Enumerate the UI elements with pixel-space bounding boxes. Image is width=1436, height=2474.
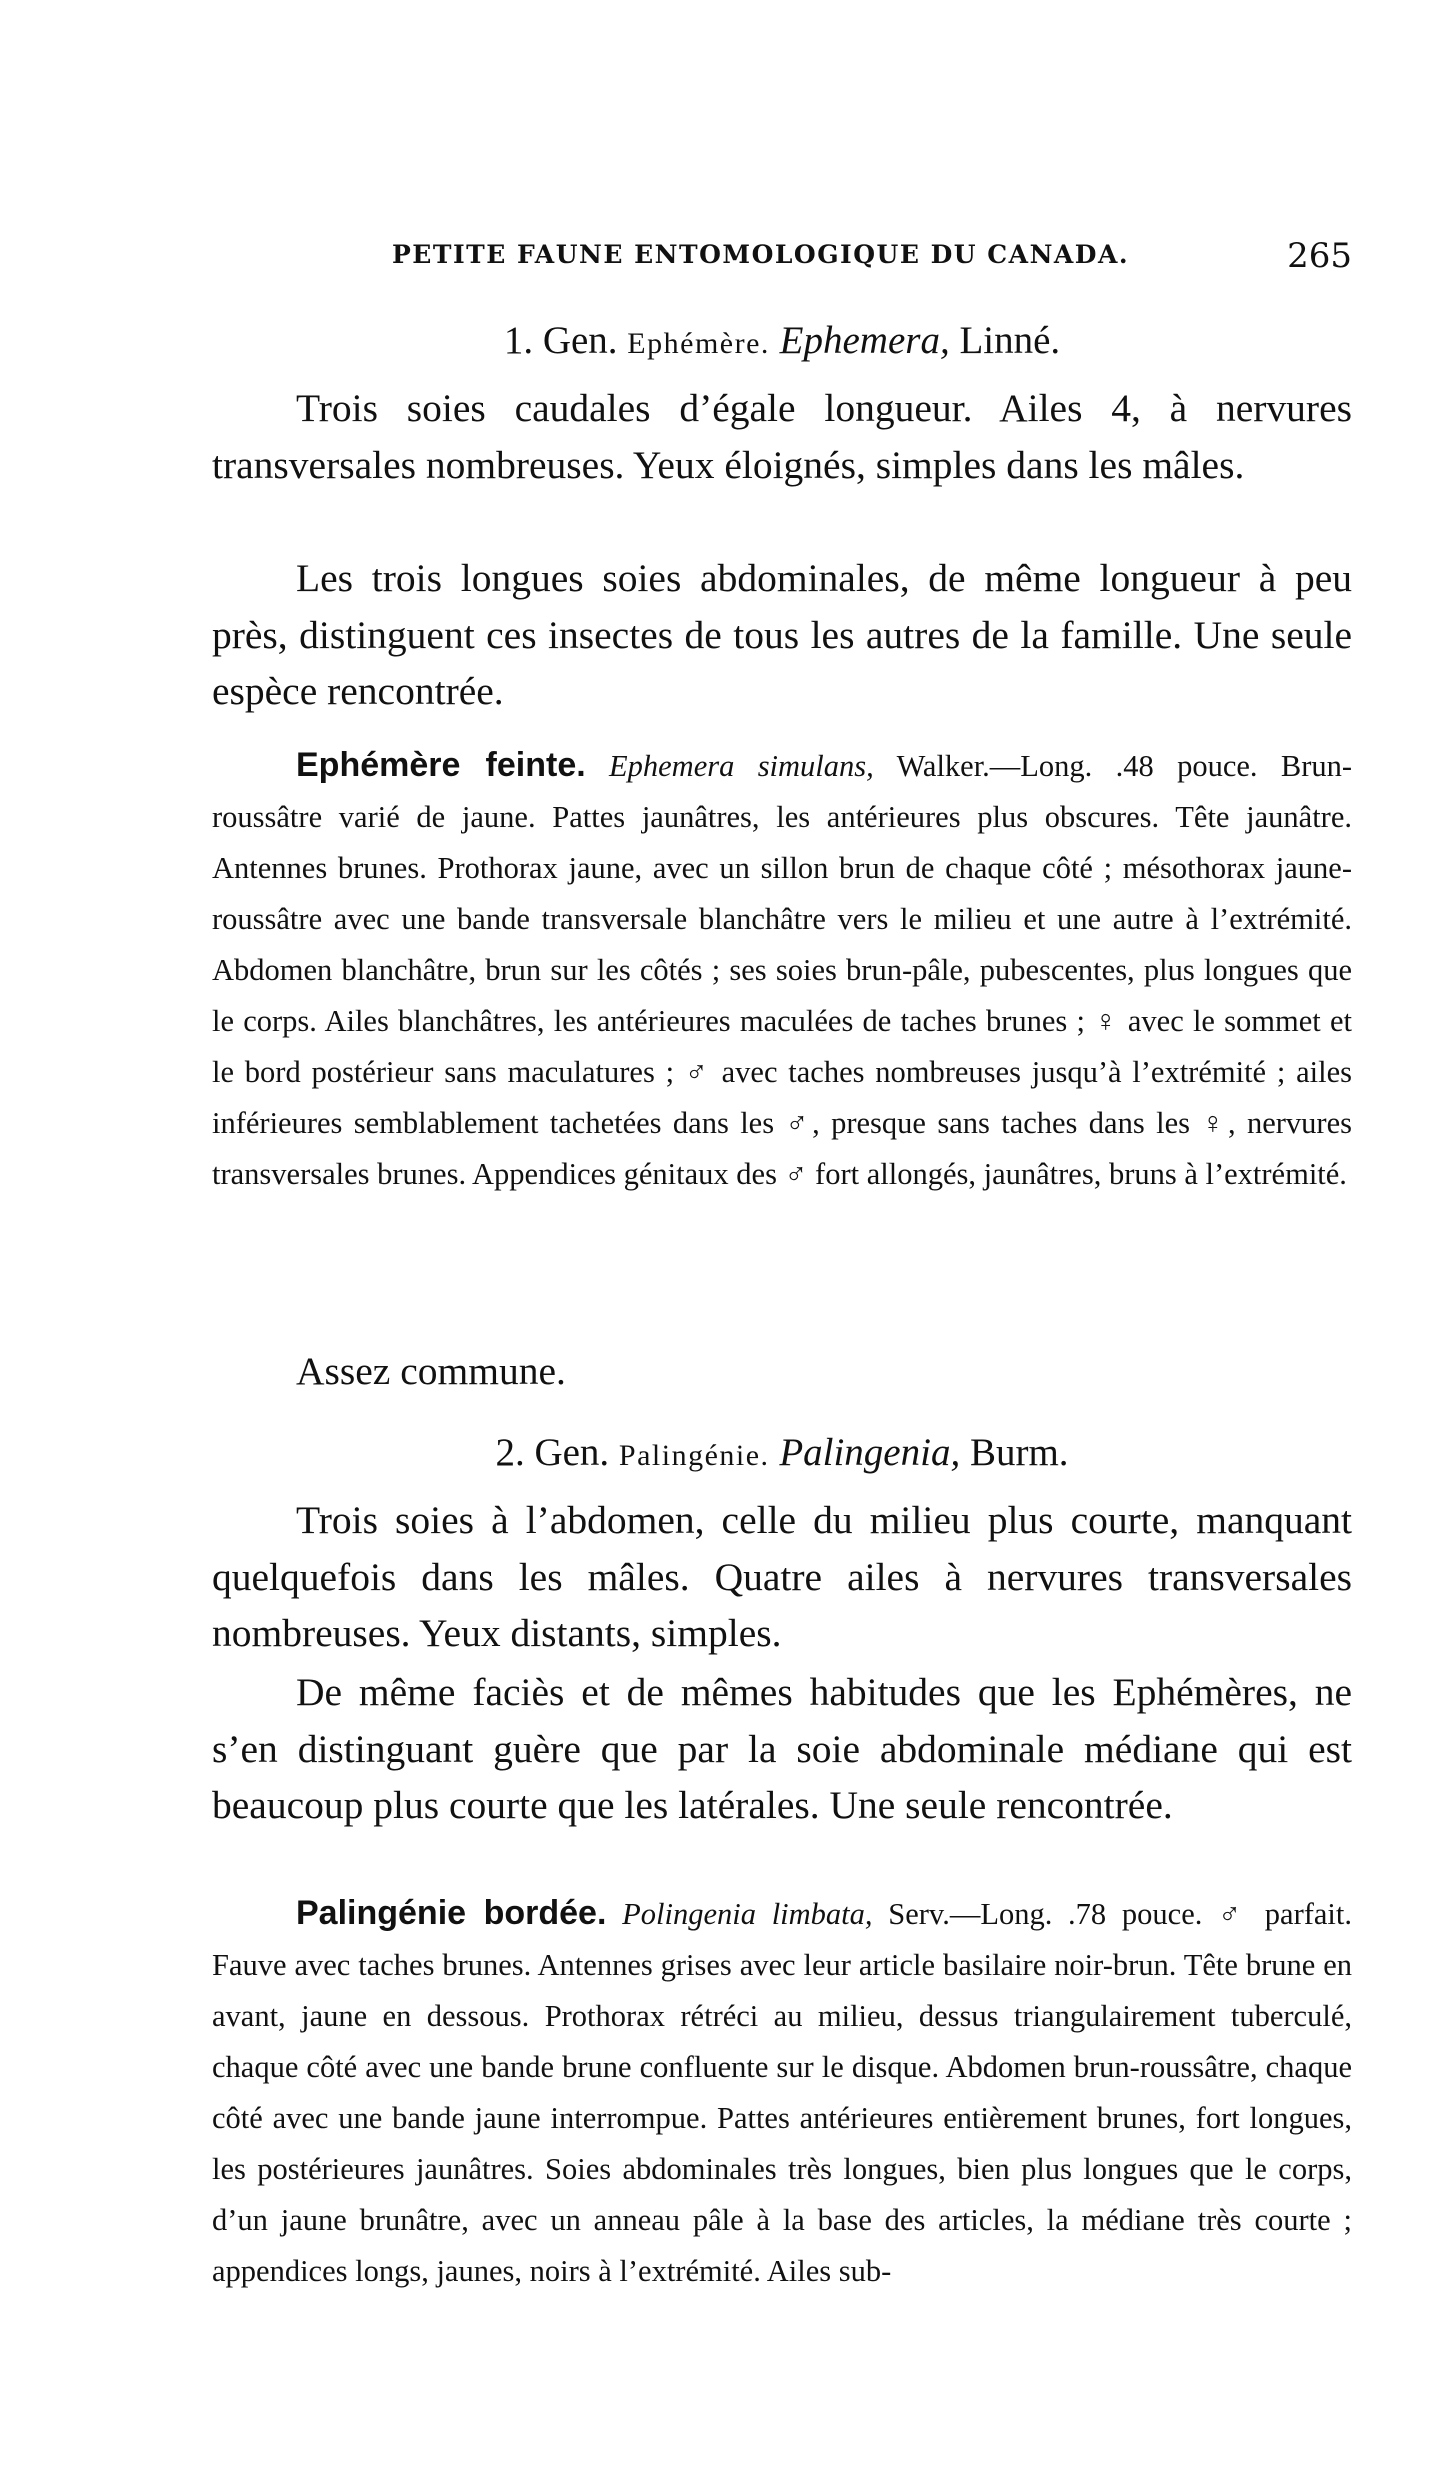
species-description: Serv.—Long. .78 pouce. ♂ parfait. Fauve avec taches brunes. Antennes grises avec leur article basilaire noir-brun. Tête brune en avant, jaune en dessous. Prothorax rétréci au milieu, dessus triangulairement tuberculé, chaque côté avec une bande brune confluente sur le disque. Abdomen brun-roussâtre, chaque côté avec une bande jaune interrompue. Pattes antérieures entièrement brunes, fort longues, les postérieures jaunâtres. Soies abdominales très longues, bien plus longues que le corps, d’un jaune brunâtre, avec un anneau pâle à la base des articles, la médiane très courte ; appendices longs, jaunes, noirs à l’extrémité. Ailes sub-	[212, 1897, 1352, 2288]
species-description: Walker.—Long. .48 pouce. Brun-roussâtre varié de jaune. Pattes jaunâtres, les antérieures plus obscures. Tête jaunâtre. Antennes brunes. Prothorax jaune, avec un sillon brun de chaque côté ; mésothorax jaune-roussâtre avec une bande transversale blanchâtre vers le milieu et une autre à l’extrémité. Abdomen blanchâtre, brun sur les côtés ; ses soies brun-pâle, pubescentes, plus longues que le corps. Ailes blanchâtres, les antérieures maculées de taches brunes ; ♀ avec le sommet et le bord postérieur sans maculatures ; ♂ avec taches nombreuses jusqu’à l’extrémité ; ailes inférieures semblablement tachetées dans les ♂, presque sans taches dans les ♀, nervures transversales brunes. Appendices génitaux des ♂ fort allongés, jaunâtres, bruns à l’extrémité.	[212, 749, 1353, 1191]
genus-number: 2. Gen.	[495, 1431, 610, 1474]
genus-remarks: De même faciès et de mêmes habitudes que les Ephémères, ne s’en distinguant guère que par la soie abdominale médiane qui est beaucoup plus courte que les latérales. Une seule rencontrée.	[212, 1670, 1352, 1827]
genus-number: 1. Gen.	[503, 319, 618, 362]
genus-latin: Palingenia,	[779, 1431, 961, 1474]
species-latin: Polingenia limbata,	[622, 1897, 873, 1931]
running-title: PETITE FAUNE ENTOMOLOGIQUE DU CANADA.	[392, 240, 1130, 269]
genus-remarks: Les trois longues soies abdominales, de même longueur à peu près, distinguent ces insectes de tous les autres de la famille. Une seule espèce rencontrée.	[212, 556, 1352, 713]
species-entry-ephemera-simulans	[212, 740, 1352, 1200]
genus-description: Trois soies caudales d’égale longueur. Ailes 4, à nervures transversales nombreuses. Yeux éloignés, simples dans les mâles.	[212, 386, 1352, 487]
genus-latin: Ephemera,	[779, 319, 950, 362]
genus-author: Burm.	[969, 1431, 1069, 1474]
running-head	[212, 236, 1352, 286]
species-name: Palingénie bordée.	[296, 1894, 607, 1932]
genus-name: Ephémère.	[627, 327, 770, 360]
genus-name: Palingénie.	[618, 1439, 770, 1472]
genus-description: Trois soies à l’abdomen, celle du milieu plus courte, manquant quelquefois dans les mâles. Quatre ailes à nervures transversales nombreuses. Yeux distants, simples.	[212, 1498, 1352, 1655]
species-latin: Ephemera simulans,	[609, 749, 874, 783]
genus-heading-ephemera	[212, 318, 1352, 363]
page-number: 265	[1287, 236, 1352, 276]
genus-author: Linné.	[959, 319, 1061, 362]
species-name: Ephémère feinte.	[296, 746, 586, 784]
abundance-note: Assez commune.	[296, 1349, 566, 1393]
genus-heading-palingenia	[212, 1430, 1352, 1475]
species-entry-palingenia-limbata	[212, 1888, 1352, 2297]
